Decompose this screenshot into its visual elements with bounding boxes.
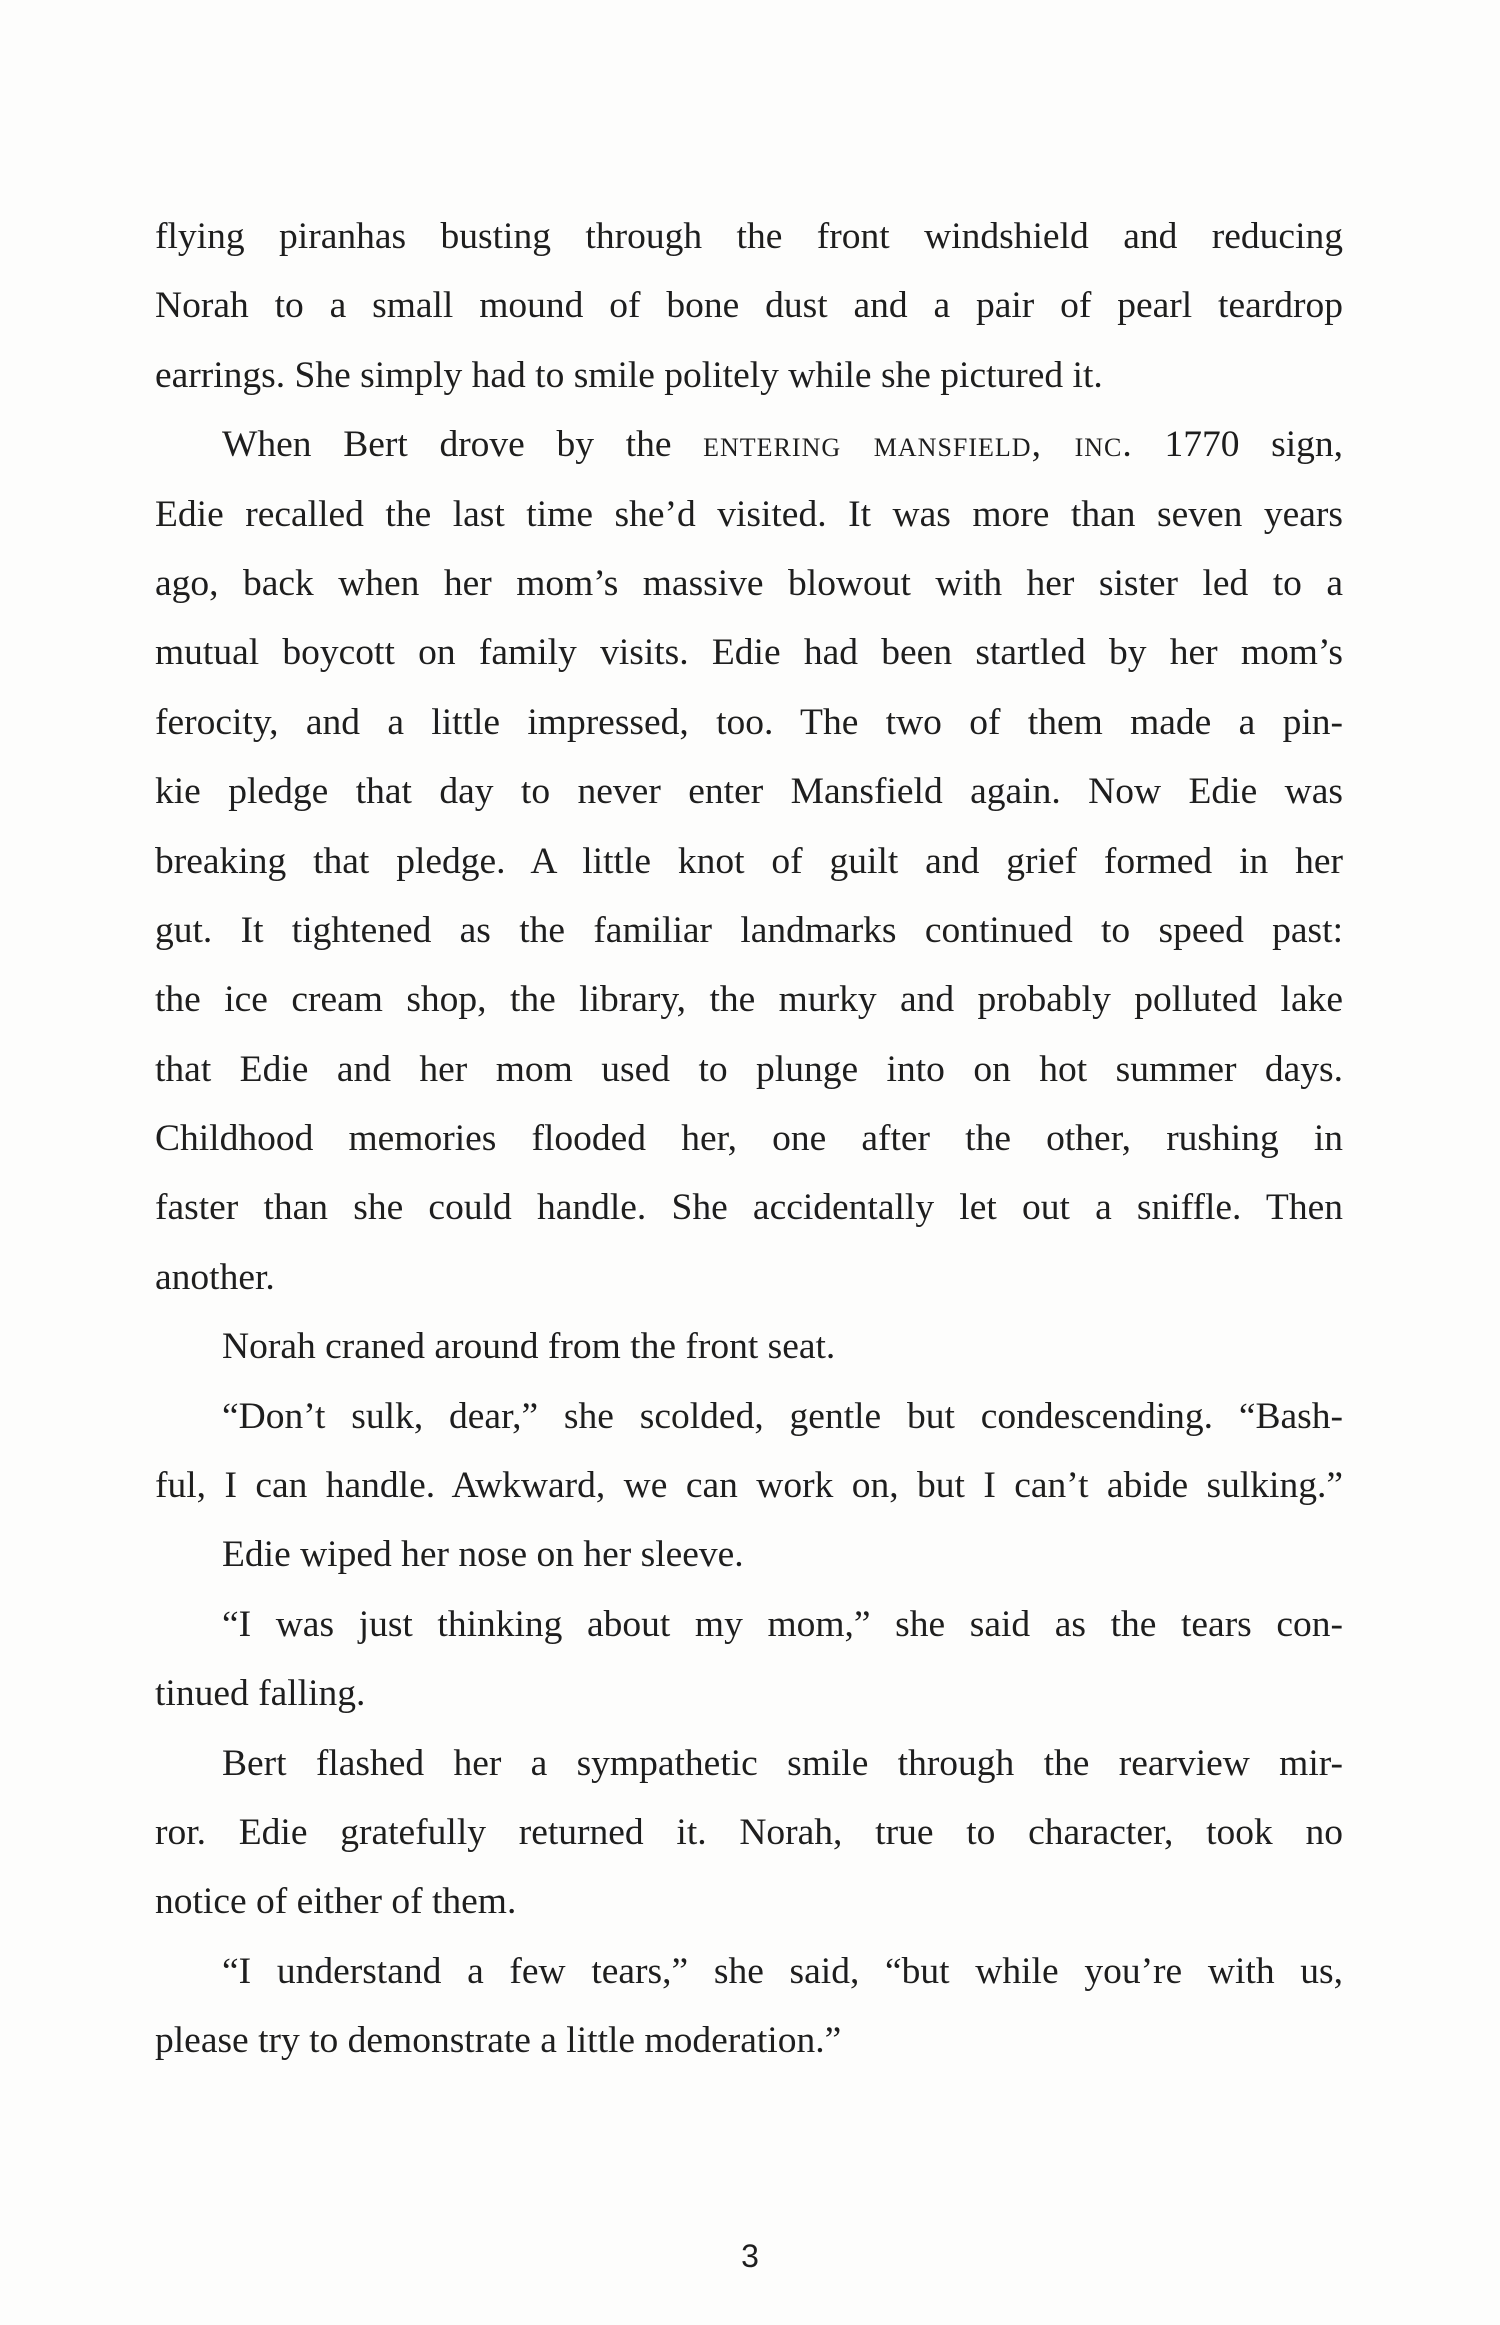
line-text: flying piranhas busting through the front windshield and reducing [155, 216, 1343, 257]
text-line [155, 1382, 1343, 1451]
text-line [155, 271, 1343, 340]
text-line [155, 1937, 1343, 2006]
line-text: ferocity, and a little impressed, too. The two of them made a pin- [155, 701, 1343, 743]
text-line [155, 757, 1343, 826]
line-text: Childhood memories flooded her, one after the other, rushing in [155, 1118, 1343, 1160]
text-line [155, 1243, 1343, 1312]
line-text: another. [155, 1256, 275, 1298]
line-text: please try to demonstrate a little moderation.” [155, 2020, 842, 2062]
text-line [155, 827, 1343, 896]
text-line [155, 688, 1343, 757]
body-text [155, 202, 1343, 2076]
text-line [155, 1867, 1343, 1936]
line-text: mutual boycott on family visits. Edie had been startled by her mom’s [155, 632, 1343, 674]
text-line [155, 410, 1343, 479]
text-line [155, 1451, 1343, 1520]
text-line [155, 549, 1343, 618]
text-line [155, 1173, 1343, 1242]
text-line [155, 1729, 1343, 1798]
line-text: ago, back when her mom’s massive blowout with her sister led to a [155, 562, 1343, 604]
text-line [155, 1659, 1343, 1728]
line-text: breaking that pledge. A little knot of guilt and grief formed in her [155, 840, 1343, 882]
line-text: ror. Edie gratefully returned it. Norah, true to character, took no [155, 1811, 1343, 1853]
line-text: Norah craned around from the front seat. [222, 1326, 836, 1368]
text-line [155, 1798, 1343, 1867]
text-line [155, 1590, 1343, 1659]
line-text: “I understand a few tears,” she said, “but while you’re with us, [222, 1950, 1343, 1992]
text-line [155, 1520, 1343, 1589]
line-text: “Don’t sulk, dear,” she scolded, gentle but condescending. “Bash- [222, 1395, 1343, 1437]
line-text: notice of either of them. [155, 1881, 517, 1923]
text-line [155, 2006, 1343, 2075]
text-line [155, 1312, 1343, 1381]
text-line [155, 341, 1343, 410]
small-caps-sign-text: entering mansfield, inc. [703, 424, 1133, 466]
line-text: gut. It tightened as the familiar landmarks continued to speed past: [155, 909, 1343, 951]
line-text: earrings. She simply had to smile politely while she pictured it. [155, 354, 1103, 396]
line-text: Norah to a small mound of bone dust and a pair of pearl teardrop [155, 285, 1343, 327]
text-line [155, 896, 1343, 965]
line-text: “I was just thinking about my mom,” she said as the tears con- [222, 1603, 1343, 1645]
text-line [155, 202, 1343, 271]
line-text: Edie recalled the last time she’d visited. It was more than seven years [155, 493, 1343, 535]
line-text: When Bert drove by the [222, 424, 704, 466]
line-text: kie pledge that day to never enter Mansfield again. Now Edie was [155, 771, 1343, 813]
text-line [155, 1104, 1343, 1173]
line-text: Edie wiped her nose on her sleeve. [222, 1534, 744, 1576]
text-line [155, 1035, 1343, 1104]
text-line [155, 965, 1343, 1034]
line-text: faster than she could handle. She accidentally let out a sniffle. Then [155, 1187, 1343, 1229]
line-text: that Edie and her mom used to plunge into on hot summer days. [155, 1048, 1343, 1090]
line-text: Bert flashed her a sympathetic smile through the rearview mir- [222, 1742, 1343, 1784]
line-text: ful, I can handle. Awkward, we can work on, but I can’t abide sulking.” [155, 1465, 1343, 1507]
line-text: tinued falling. [155, 1673, 366, 1715]
text-line [155, 480, 1343, 549]
line-text: the ice cream shop, the library, the murky and probably polluted lake [155, 979, 1343, 1021]
text-line [155, 618, 1343, 687]
line-text: 1770 sign, [1132, 424, 1344, 466]
page-number: 3 [741, 2238, 759, 2274]
